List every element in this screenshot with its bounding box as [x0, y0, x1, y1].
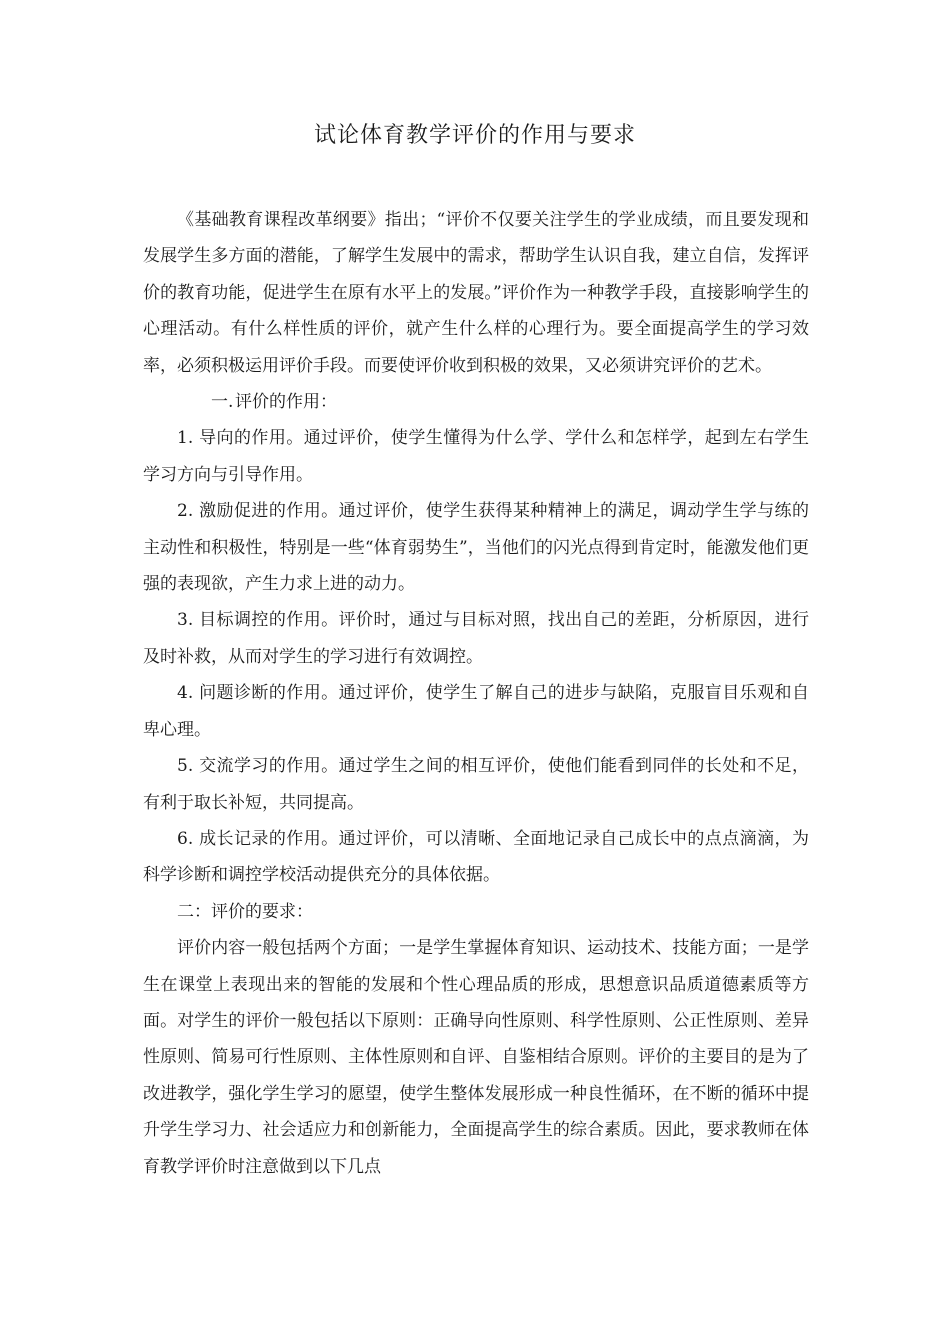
- section-number-1: 一.: [211, 392, 234, 413]
- list-item-6: 6. 成长记录的作用。通过评价，可以清晰、全面地记录自己成长中的点点滴滴，为科学诊断和调控学校活动提供充分的具体依据。: [143, 828, 809, 886]
- section-heading-1: [143, 384, 809, 420]
- section-2-paragraph: 评价内容一般包括两个方面；一是学生掌握体育知识、运动技术、技能方面；一是学生在课堂上表现出来的智能的发展和个性心理品质的形成，思想意识品质道德素质等方面。对学生的评价一般包括以下原则：正确导向性原则、科学性原则、公正性原则、差异性原则、简易可行性原则、主体性原则和自评、自鉴相结合原则。评价的主要目的是为了改进教学，强化学生学习的愿望，使学生整体发展形成一种良性循环，在不断的循环中提升学生学习力、社会适应力和创新能力，全面提高学生的综合素质。因此，要求教师在体育教学评价时注意做到以下几点: [143, 938, 809, 1177]
- document-body: [143, 202, 809, 1185]
- section-heading-1-text: 评价的作用：: [235, 392, 337, 413]
- section-heading-2: 二：评价的要求：: [177, 901, 313, 922]
- intro-paragraph: 《基础教育课程改革纲要》指出；“评价不仅要关注学生的学业成绩，而且要发现和发展学生多方面的潜能，了解学生发展中的需求，帮助学生认识自我，建立自信，发挥评价的教育功能，促进学生在原有水平上的发展。”评价作为一种教学手段，直接影响学生的心理活动。有什么样性质的评价，就产生什么样的心理行为。要全面提高学生的学习效率，必须积极运用评价手段。而要使评价收到积极的效果，又必须讲究评价的艺术。: [143, 210, 809, 376]
- document-title: 试论体育教学评价的作用与要求: [313, 123, 636, 148]
- list-item-2: 2. 激励促进的作用。通过评价，使学生获得某种精神上的满足，调动学生学与练的主动性和积极性，特别是一些“体育弱势生”，当他们的闪光点得到肯定时，能激发他们更强的表现欲，产生力求上进的动力。: [143, 501, 809, 595]
- list-item-4: 4. 问题诊断的作用。通过评价，使学生了解自己的进步与缺陷，克服盲目乐观和自卑心理。: [143, 683, 809, 740]
- list-item-1: 1. 导向的作用。通过评价，使学生懂得为什么学、学什么和怎样学，起到左右学生学习方向与引导作用。: [143, 428, 809, 485]
- list-item-5: 5. 交流学习的作用。通过学生之间的相互评价，使他们能看到同伴的长处和不足，有利于取长补短，共同提高。: [143, 756, 809, 813]
- list-item-3: 3. 目标调控的作用。评价时，通过与目标对照，找出自己的差距，分析原因，进行及时补救，从而对学生的学习进行有效调控。: [143, 610, 809, 667]
